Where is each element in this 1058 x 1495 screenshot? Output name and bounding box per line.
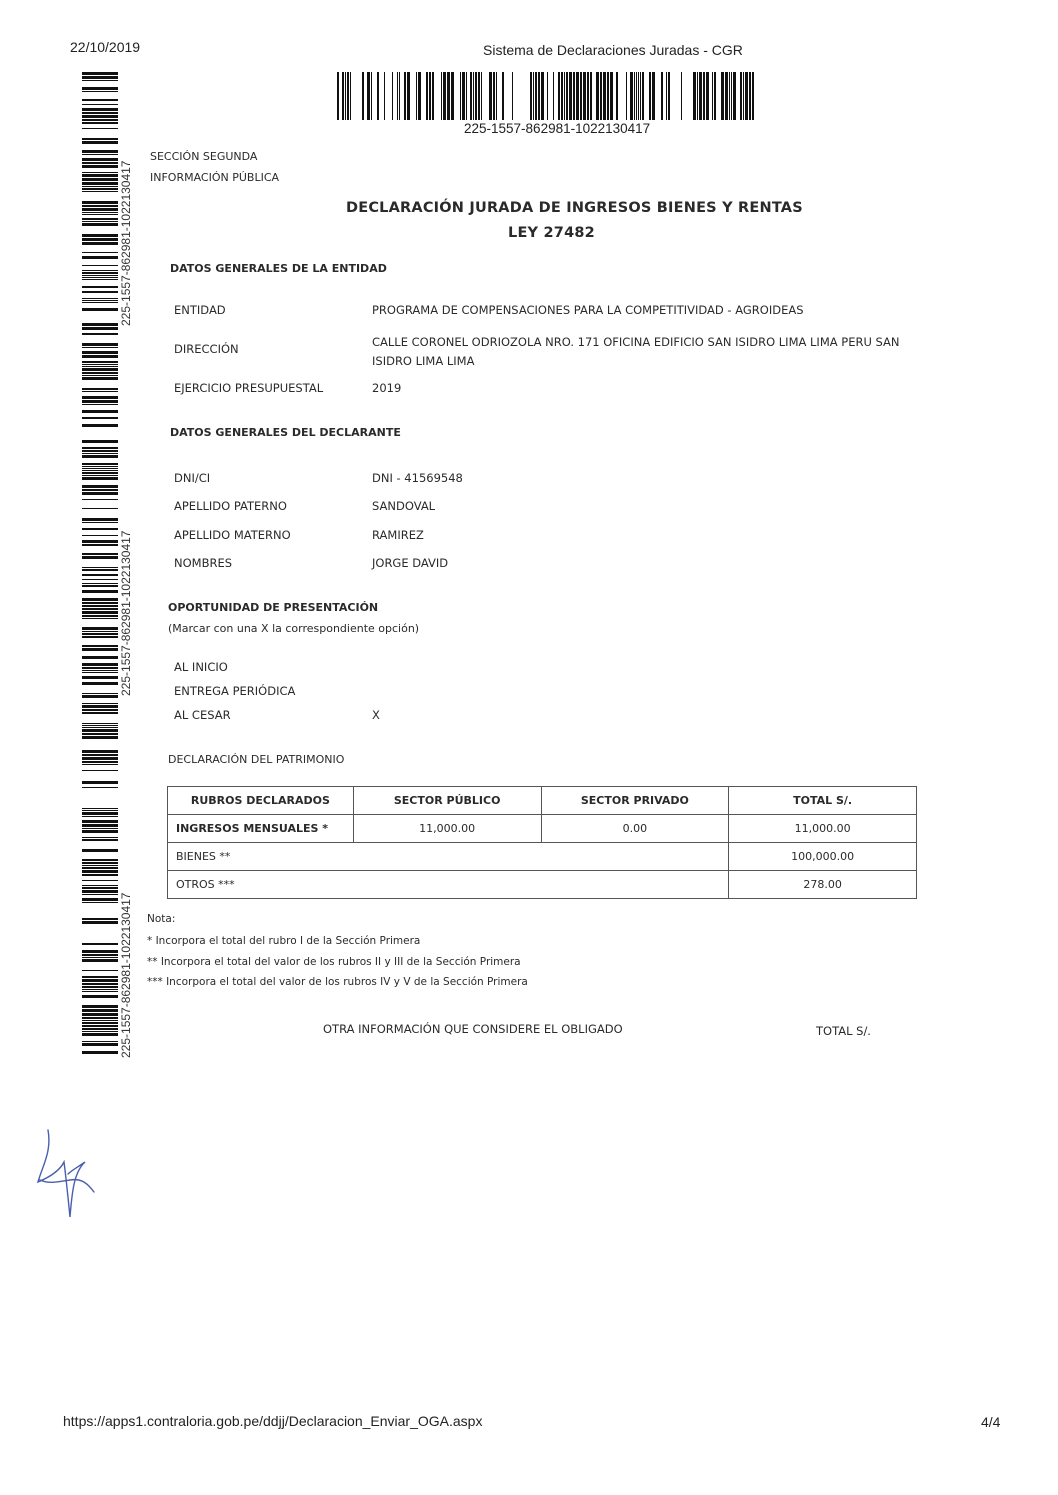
note-item-2: ** Incorpora el total del valor de los rubros II y III de la Sección Primera <box>147 956 521 968</box>
footer-url[interactable]: https://apps1.contraloria.gob.pe/ddjj/Declaracion_Enviar_OGA.aspx <box>63 1413 483 1429</box>
maternal-surname-label: APELLIDO MATERNO <box>174 528 291 542</box>
law-number: LEY 27482 <box>508 225 595 241</box>
paternal-surname-label: APELLIDO PATERNO <box>174 499 287 513</box>
page-title: DECLARACIÓN JURADA DE INGRESOS BIENES Y RENTAS <box>346 200 803 216</box>
option-start-label: AL INICIO <box>174 660 228 674</box>
col-header-total: TOTAL S/. <box>729 787 917 815</box>
side-barcode-1 <box>82 72 118 432</box>
entity-value: PROGRAMA DE COMPENSACIONES PARA LA COMPETITIVIDAD - AGROIDEAS <box>372 303 804 317</box>
table-row <box>168 871 917 899</box>
side-barcode-text-3: 225-1557-862981-1022130417 <box>119 892 133 1058</box>
print-date: 22/10/2019 <box>70 39 141 55</box>
col-header-items: RUBROS DECLARADOS <box>168 787 354 815</box>
address-label: DIRECCIÓN <box>174 342 239 356</box>
maternal-surname-value: RAMIREZ <box>372 528 424 542</box>
handwritten-signature <box>30 1122 110 1222</box>
income-public: 11,000.00 <box>353 815 541 843</box>
dni-label: DNI/CI <box>174 471 211 485</box>
budget-year-value: 2019 <box>372 381 402 395</box>
entity-label: ENTIDAD <box>174 303 226 317</box>
dni-value: DNI - 41569548 <box>372 471 463 485</box>
section-line-1: SECCIÓN SEGUNDA <box>150 150 258 163</box>
opportunity-heading: OPORTUNIDAD DE PRESENTACIÓN <box>168 601 379 614</box>
income-label: INGRESOS MENSUALES * <box>168 815 354 843</box>
table-row <box>168 815 917 843</box>
names-label: NOMBRES <box>174 556 233 570</box>
budget-year-label: EJERCICIO PRESUPUESTAL <box>174 381 324 395</box>
income-private: 0.00 <box>541 815 729 843</box>
entity-heading: DATOS GENERALES DE LA ENTIDAD <box>170 262 387 275</box>
top-barcode <box>337 72 757 120</box>
table-header-row <box>168 787 917 815</box>
patrimony-table <box>167 786 917 899</box>
names-value: JORGE DAVID <box>372 556 449 570</box>
side-barcode-2 <box>82 440 118 790</box>
site-title: Sistema de Declaraciones Juradas - CGR <box>483 42 743 58</box>
notes-title: Nota: <box>147 913 176 925</box>
others-total: 278.00 <box>729 871 917 899</box>
income-total: 11,000.00 <box>729 815 917 843</box>
paternal-surname-value: SANDOVAL <box>372 499 436 513</box>
opportunity-instruction: (Marcar con una X la correspondiente opción) <box>168 622 420 635</box>
assets-total: 100,000.00 <box>729 843 917 871</box>
section-line-2: INFORMACIÓN PÚBLICA <box>150 171 280 184</box>
barcode-number: 225-1557-862981-1022130417 <box>464 121 651 136</box>
col-header-private: SECTOR PRIVADO <box>541 787 729 815</box>
col-header-public: SECTOR PÚBLICO <box>353 787 541 815</box>
side-barcode-text-2: 225-1557-862981-1022130417 <box>119 530 133 696</box>
assets-label: BIENES ** <box>168 843 729 871</box>
option-periodic-label: ENTREGA PERIÓDICA <box>174 684 296 698</box>
address-value: CALLE CORONEL ODRIOZOLA NRO. 171 OFICINA EDIFICIO SAN ISIDRO LIMA LIMA PERU SAN ISIDRO LIMA LIMA <box>372 335 900 368</box>
side-barcode-3 <box>82 808 118 1056</box>
side-barcode-text-1: 225-1557-862981-1022130417 <box>119 160 133 326</box>
option-cease-label: AL CESAR <box>174 708 231 722</box>
other-info-total-label: TOTAL S/. <box>816 1024 871 1038</box>
option-cease-mark: X <box>372 708 380 722</box>
table-row <box>168 843 917 871</box>
patrimony-heading: DECLARACIÓN DEL PATRIMONIO <box>168 753 345 766</box>
note-item-3: *** Incorpora el total del valor de los rubros IV y V de la Sección Primera <box>147 976 528 988</box>
page-number: 4/4 <box>981 1414 1001 1430</box>
declarant-heading: DATOS GENERALES DEL DECLARANTE <box>170 426 401 439</box>
other-info-label: OTRA INFORMACIÓN QUE CONSIDERE EL OBLIGADO <box>323 1022 623 1036</box>
note-item-1: * Incorpora el total del rubro I de la Sección Primera <box>147 935 421 947</box>
others-label: OTROS *** <box>168 871 729 899</box>
